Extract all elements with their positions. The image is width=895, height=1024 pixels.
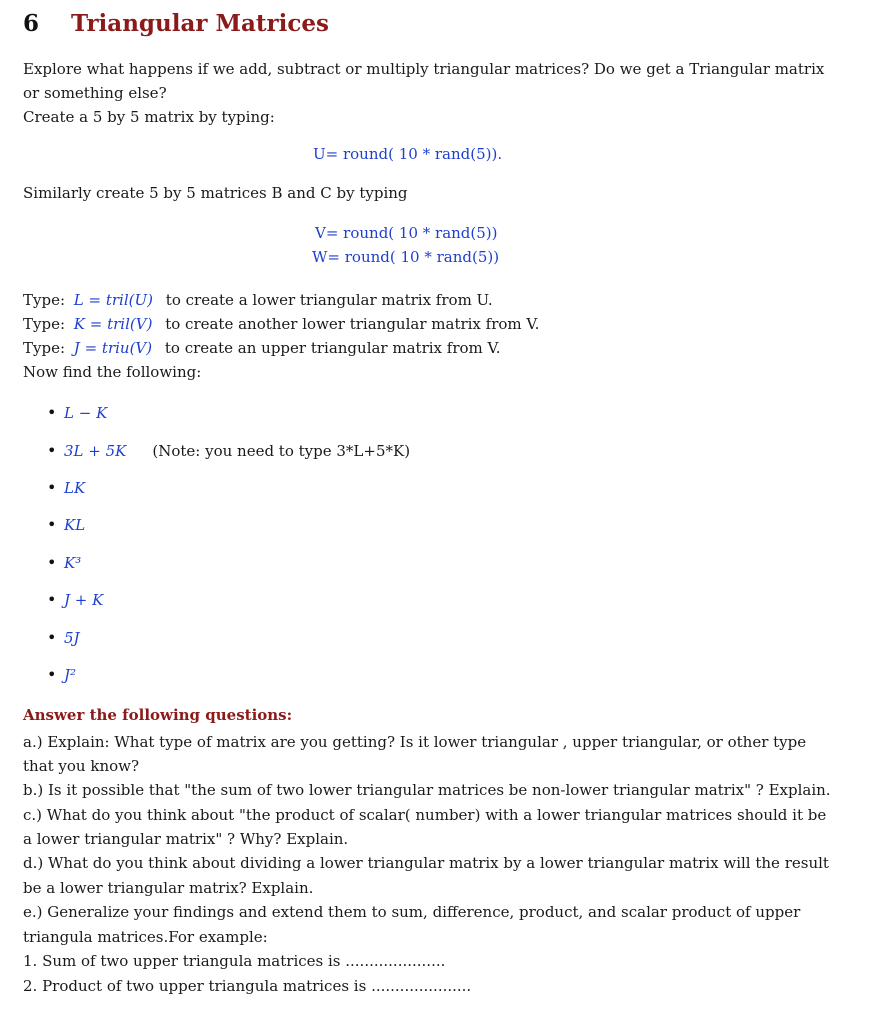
type-text: to create a lower triangular matrix from U. [165,291,493,309]
bullet-icon: • [47,478,57,497]
code-u: U= round( 10 * rand(5)). [313,145,503,163]
type-prefix: Type: [23,291,66,309]
section-number: 6 [23,10,40,37]
list-item [47,590,103,609]
type-line-3 [23,338,501,358]
bullet-note: (Note: you need to type 3*L+5*K) [152,442,411,460]
section-title: Triangular Matrices [71,10,329,37]
code-v: V= round( 10 * rand(5)) [315,224,498,242]
list-item [47,478,85,497]
bullet-expression: J + K [64,591,104,609]
bullet-icon: • [47,553,57,572]
bullet-expression: 5J [64,629,80,647]
bullet-expression: J² [64,666,77,684]
similar-line: Similarly create 5 by 5 matrices B and C by typing [23,184,408,202]
math-J-triu: J = triu(V) [73,339,153,357]
now-find-line: Now find the following: [23,363,202,381]
type-prefix: Type: [23,339,66,357]
bullet-expression: 3L + 5K [64,442,127,460]
list-item [47,665,76,684]
question-line: triangula matrices.For example: [23,928,268,946]
bullet-expression: K³ [64,554,82,572]
question-line: that you know? [23,757,140,775]
answer-heading: Answer the following questions: [23,706,293,724]
list-item [47,628,80,647]
question-line: a lower triangular matrix" ? Why? Explain. [23,830,349,848]
question-line: a.) Explain: What type of matrix are you getting? Is it lower triangular , upper triangular, or other type [23,733,807,751]
intro-line-3: Create a 5 by 5 matrix by typing: [23,108,275,126]
list-item [47,515,85,534]
type-line-1 [23,290,493,310]
list-item [47,403,107,422]
bullet-expression: KL [64,516,86,534]
math-K-tril: K = tril(V) [73,315,153,333]
type-prefix: Type: [23,315,66,333]
bullet-icon: • [47,515,57,534]
bullet-icon: • [47,441,57,460]
question-line: e.) Generalize your findings and extend them to sum, difference, product, and scalar product of upper [23,903,801,921]
math-L-tril: L = tril(U) [73,291,154,309]
question-line: be a lower triangular matrix? Explain. [23,879,314,897]
code-w: W= round( 10 * rand(5)) [312,248,500,266]
type-text: to create an upper triangular matrix from V. [164,339,501,357]
bullet-icon: • [47,403,57,422]
intro-line-1: Explore what happens if we add, subtract or multiply triangular matrices? Do we get a Triangular matrix [23,60,825,78]
question-line: c.) What do you think about "the product of scalar( number) with a lower triangular matrices should it be [23,806,827,824]
type-text: to create another lower triangular matrix from V. [165,315,540,333]
list-item [47,553,81,572]
section-heading [23,10,329,37]
intro-line-2: or something else? [23,84,167,102]
question-line: b.) Is it possible that "the sum of two lower triangular matrices be non-lower triangular matrix" ? Explain. [23,781,831,799]
bullet-expression: LK [64,479,86,497]
bullet-expression: L − K [64,404,108,422]
list-item [47,441,410,460]
question-line: 1. Sum of two upper triangula matrices is ..................... [23,952,446,970]
question-line: 2. Product of two upper triangula matrices is ..................... [23,977,472,995]
type-line-2 [23,314,539,334]
bullet-icon: • [47,665,57,684]
question-line: d.) What do you think about dividing a lower triangular matrix by a lower triangular matrix will the result [23,854,829,872]
bullet-icon: • [47,628,57,647]
bullet-icon: • [47,590,57,609]
